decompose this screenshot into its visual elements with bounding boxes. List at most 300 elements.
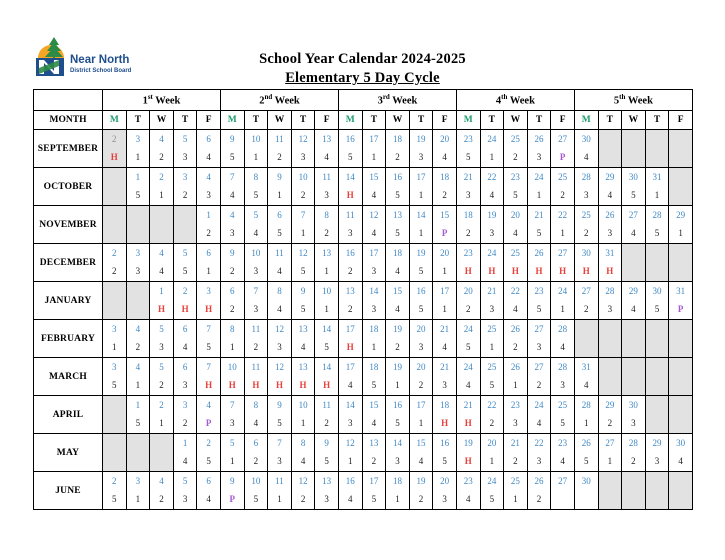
day-cell-may-6 xyxy=(244,434,268,472)
day-cell-january-30 xyxy=(645,282,669,320)
day-cycle: 1 xyxy=(489,342,495,352)
day-cycle: 1 xyxy=(489,152,495,162)
day-cell-september-20 xyxy=(433,130,457,168)
day-cycle: H xyxy=(346,342,354,352)
day-cell-june-3 xyxy=(126,472,150,510)
day-cell-june-12 xyxy=(291,472,315,510)
day-cell-february-18 xyxy=(362,320,386,358)
day-cell-may-15 xyxy=(409,434,433,472)
day-cell-october-28 xyxy=(574,168,598,206)
dow-header-5-1: M xyxy=(574,111,598,130)
dow-header-4-5: F xyxy=(551,111,575,130)
day-cycle: 2 xyxy=(418,380,424,390)
day-date: 11 xyxy=(251,362,261,372)
day-cycle: 2 xyxy=(182,418,188,428)
day-cycle: 1 xyxy=(395,494,400,504)
day-cycle: 3 xyxy=(536,342,542,352)
day-cell-march-13 xyxy=(291,358,315,396)
month-name-october: OCTOBER xyxy=(34,168,103,206)
day-cell-december-31 xyxy=(598,244,622,282)
day-date: 20 xyxy=(510,210,520,220)
table-row xyxy=(34,396,693,434)
month-name-may: MAY xyxy=(34,434,103,472)
day-date: 1 xyxy=(135,400,141,410)
day-cell-november-8 xyxy=(315,206,339,244)
day-cycle: 3 xyxy=(324,494,329,504)
day-cycle: 3 xyxy=(654,456,660,466)
day-cell-march-3 xyxy=(103,358,127,396)
day-cell-april-1 xyxy=(126,396,150,434)
day-cell-november-12 xyxy=(362,206,386,244)
day-cycle: H xyxy=(464,418,472,428)
day-date: 25 xyxy=(487,324,497,334)
day-cycle: P xyxy=(677,304,684,314)
day-cycle: 2 xyxy=(395,342,400,352)
day-date: 1 xyxy=(135,172,141,182)
day-cell-january-14 xyxy=(362,282,386,320)
day-date: 10 xyxy=(227,362,237,372)
day-cycle: 4 xyxy=(442,342,447,352)
day-cycle: 1 xyxy=(230,342,235,352)
day-cell-march-25 xyxy=(480,358,504,396)
day-cycle: 5 xyxy=(230,152,235,162)
day-cell-march-27 xyxy=(527,358,551,396)
day-date: 17 xyxy=(440,286,450,296)
day-cycle: 2 xyxy=(348,304,353,314)
day-date: 16 xyxy=(345,476,355,486)
day-cell-february-19 xyxy=(386,320,410,358)
day-cycle: 5 xyxy=(631,190,636,200)
empty-day-cell xyxy=(126,282,150,320)
day-date: 25 xyxy=(558,400,568,410)
day-cycle: 4 xyxy=(182,342,188,352)
day-cycle: 4 xyxy=(371,228,377,238)
day-cycle: 4 xyxy=(631,228,636,238)
day-cycle: 3 xyxy=(536,152,542,162)
day-cycle: 2 xyxy=(230,266,235,276)
day-cell-january-1 xyxy=(150,282,174,320)
day-cell-january-24 xyxy=(551,282,575,320)
day-cell-january-2 xyxy=(173,282,197,320)
day-date: 29 xyxy=(605,172,615,182)
day-cycle: P xyxy=(205,418,212,428)
day-cell-september-12 xyxy=(291,130,315,168)
day-cell-december-4 xyxy=(150,244,174,282)
day-date: 2 xyxy=(206,438,211,448)
day-cell-march-6 xyxy=(173,358,197,396)
day-date: 16 xyxy=(345,248,355,258)
empty-day-cell xyxy=(103,434,127,472)
day-cycle: 1 xyxy=(277,190,282,200)
day-date: 30 xyxy=(581,134,591,144)
day-cell-january-31 xyxy=(669,282,693,320)
day-cell-january-15 xyxy=(386,282,410,320)
day-date: 9 xyxy=(230,248,235,258)
day-cycle: 1 xyxy=(277,494,282,504)
day-date: 9 xyxy=(300,286,306,296)
day-cycle: 3 xyxy=(418,152,424,162)
day-date: 9 xyxy=(324,438,329,448)
day-date: 29 xyxy=(676,210,686,220)
day-cell-september-25 xyxy=(504,130,528,168)
day-cell-december-11 xyxy=(268,244,292,282)
day-cycle: 2 xyxy=(513,342,518,352)
day-date: 10 xyxy=(298,400,308,410)
day-cycle: 3 xyxy=(631,418,636,428)
day-date: 20 xyxy=(463,286,473,296)
day-cycle: 2 xyxy=(324,418,329,428)
day-date: 21 xyxy=(534,210,544,220)
day-cycle: 2 xyxy=(583,228,589,238)
day-date: 17 xyxy=(369,248,379,258)
dow-header-3-1: M xyxy=(338,111,362,130)
dow-header-4-1: M xyxy=(456,111,480,130)
day-date: 4 xyxy=(159,476,164,486)
day-date: 14 xyxy=(392,438,402,448)
day-cycle: 5 xyxy=(536,228,542,238)
day-date: 3 xyxy=(135,134,141,144)
day-cell-october-3 xyxy=(173,168,197,206)
day-cycle: 3 xyxy=(277,342,282,352)
day-cycle: 3 xyxy=(607,304,613,314)
day-cycle: 4 xyxy=(230,190,235,200)
day-cell-may-14 xyxy=(386,434,410,472)
day-date: 25 xyxy=(510,248,520,258)
day-cell-april-16 xyxy=(386,396,410,434)
day-cell-november-13 xyxy=(386,206,410,244)
day-cell-november-14 xyxy=(409,206,433,244)
day-date: 2 xyxy=(112,476,117,486)
day-cycle: 1 xyxy=(324,304,329,314)
day-date: 14 xyxy=(345,172,355,182)
day-cycle: H xyxy=(606,266,614,276)
day-cycle: 5 xyxy=(324,456,329,466)
day-cell-september-30 xyxy=(574,130,598,168)
day-date: 20 xyxy=(440,134,450,144)
day-date: 27 xyxy=(628,210,638,220)
day-cell-april-24 xyxy=(527,396,551,434)
day-cell-may-27 xyxy=(598,434,622,472)
dow-header-3-5: F xyxy=(433,111,457,130)
day-cycle: 2 xyxy=(513,152,518,162)
empty-day-cell xyxy=(669,396,693,434)
day-date: 12 xyxy=(274,362,284,372)
day-cell-december-9 xyxy=(220,244,244,282)
day-cycle: 4 xyxy=(489,190,495,200)
empty-day-cell xyxy=(645,130,669,168)
day-date: 27 xyxy=(558,248,568,258)
day-date: 11 xyxy=(251,324,261,334)
day-cycle: 3 xyxy=(230,228,235,238)
day-cycle: H xyxy=(252,380,260,390)
day-cycle: 4 xyxy=(300,456,306,466)
day-cell-october-14 xyxy=(338,168,362,206)
empty-day-cell xyxy=(669,168,693,206)
day-cycle: 2 xyxy=(583,304,589,314)
day-cycle: 1 xyxy=(324,266,329,276)
day-date: 26 xyxy=(605,210,615,220)
empty-day-cell xyxy=(126,434,150,472)
day-date: 23 xyxy=(510,400,520,410)
day-cycle: 3 xyxy=(371,304,377,314)
day-cell-june-20 xyxy=(433,472,457,510)
day-date: 19 xyxy=(463,438,473,448)
day-cell-november-20 xyxy=(504,206,528,244)
table-row xyxy=(34,434,693,472)
empty-day-cell xyxy=(126,206,150,244)
day-cycle: H xyxy=(488,266,496,276)
day-cell-november-25 xyxy=(574,206,598,244)
day-cell-february-14 xyxy=(315,320,339,358)
table-row xyxy=(34,282,693,320)
empty-day-cell xyxy=(598,472,622,510)
day-cell-april-30 xyxy=(622,396,646,434)
day-cell-september-13 xyxy=(315,130,339,168)
dow-header-3-3: W xyxy=(386,111,410,130)
day-cycle: 1 xyxy=(206,266,211,276)
day-date: 24 xyxy=(487,476,497,486)
day-cell-may-1 xyxy=(173,434,197,472)
day-cell-december-17 xyxy=(362,244,386,282)
day-cycle: 1 xyxy=(607,456,613,466)
day-cell-june-19 xyxy=(409,472,433,510)
day-cell-november-6 xyxy=(268,206,292,244)
day-date: 8 xyxy=(253,172,259,182)
day-cell-march-24 xyxy=(456,358,480,396)
day-date: 23 xyxy=(510,172,520,182)
day-cell-december-26 xyxy=(527,244,551,282)
day-cell-october-1 xyxy=(126,168,150,206)
day-date: 5 xyxy=(182,134,188,144)
day-cycle: 1 xyxy=(678,228,683,238)
day-cell-may-26 xyxy=(574,434,598,472)
day-cell-may-23 xyxy=(551,434,575,472)
day-cell-november-26 xyxy=(598,206,622,244)
day-date: 20 xyxy=(487,438,497,448)
day-cell-october-2 xyxy=(150,168,174,206)
logo-name-line2: District School Board xyxy=(70,68,132,74)
header-corner-cell xyxy=(34,90,103,111)
day-cycle: 3 xyxy=(442,380,447,390)
day-cell-march-11 xyxy=(244,358,268,396)
day-cycle: 5 xyxy=(300,266,306,276)
day-date: 30 xyxy=(652,286,662,296)
dow-header-2-5: F xyxy=(315,111,339,130)
day-date: 8 xyxy=(300,438,306,448)
day-cycle: 5 xyxy=(513,190,518,200)
day-cell-january-28 xyxy=(598,282,622,320)
day-cycle: 5 xyxy=(418,304,424,314)
empty-day-cell xyxy=(622,358,646,396)
day-cell-november-1 xyxy=(197,206,221,244)
day-date: 13 xyxy=(298,362,308,372)
day-cycle: 5 xyxy=(654,228,660,238)
day-cell-march-10 xyxy=(220,358,244,396)
day-date: 6 xyxy=(206,248,211,258)
day-cycle: 3 xyxy=(513,418,518,428)
day-cycle: 3 xyxy=(253,266,259,276)
day-date: 19 xyxy=(416,248,426,258)
day-cycle: 3 xyxy=(277,456,282,466)
day-cycle: 3 xyxy=(348,228,353,238)
day-date: 24 xyxy=(487,248,497,258)
day-date: 7 xyxy=(206,324,211,334)
day-cell-may-20 xyxy=(480,434,504,472)
day-date: 11 xyxy=(275,248,284,258)
day-cell-march-21 xyxy=(433,358,457,396)
day-cell-november-11 xyxy=(338,206,362,244)
day-cell-december-20 xyxy=(433,244,457,282)
empty-day-cell xyxy=(622,472,646,510)
day-cell-october-7 xyxy=(220,168,244,206)
day-cell-october-9 xyxy=(268,168,292,206)
day-cycle: 2 xyxy=(182,190,188,200)
day-cell-november-29 xyxy=(669,206,693,244)
day-cell-march-17 xyxy=(338,358,362,396)
day-cycle: 3 xyxy=(395,456,400,466)
day-cell-april-8 xyxy=(244,396,268,434)
day-cycle: 2 xyxy=(442,190,447,200)
empty-day-cell xyxy=(622,320,646,358)
day-cycle: 5 xyxy=(371,494,377,504)
month-name-april: APRIL xyxy=(34,396,103,434)
month-name-november: NOVEMBER xyxy=(34,206,103,244)
day-date: 13 xyxy=(298,324,308,334)
day-cycle: 2 xyxy=(230,304,235,314)
dow-header-2-4: T xyxy=(291,111,315,130)
day-cell-september-19 xyxy=(409,130,433,168)
day-cell-january-23 xyxy=(527,282,551,320)
day-cycle: 3 xyxy=(489,228,495,238)
day-cycle: 5 xyxy=(206,456,211,466)
table-row xyxy=(34,320,693,358)
day-date: 9 xyxy=(230,134,235,144)
dow-header-1-4: T xyxy=(173,111,197,130)
day-date: 30 xyxy=(581,248,591,258)
day-cell-april-25 xyxy=(551,396,575,434)
day-cell-december-19 xyxy=(409,244,433,282)
day-date: 7 xyxy=(230,400,235,410)
day-cell-march-26 xyxy=(504,358,528,396)
day-date: 31 xyxy=(605,248,615,258)
day-cell-december-30 xyxy=(574,244,598,282)
day-cell-september-27 xyxy=(551,130,575,168)
day-cycle: H xyxy=(535,266,543,276)
empty-day-cell xyxy=(645,396,669,434)
day-cell-december-6 xyxy=(197,244,221,282)
day-date: 29 xyxy=(628,286,638,296)
day-cell-june-17 xyxy=(362,472,386,510)
day-cell-december-16 xyxy=(338,244,362,282)
day-cell-november-19 xyxy=(480,206,504,244)
day-date: 13 xyxy=(345,286,355,296)
day-cell-september-2 xyxy=(103,130,127,168)
month-name-january: JANUARY xyxy=(34,282,103,320)
day-cycle: 2 xyxy=(112,266,117,276)
day-cycle: 4 xyxy=(395,304,400,314)
day-date: 5 xyxy=(182,476,188,486)
day-cell-february-17 xyxy=(338,320,362,358)
day-date: 28 xyxy=(558,362,568,372)
day-date: 16 xyxy=(392,400,402,410)
day-cell-april-10 xyxy=(291,396,315,434)
day-date: 4 xyxy=(230,210,235,220)
day-date: 13 xyxy=(392,210,402,220)
day-cell-september-24 xyxy=(480,130,504,168)
day-cell-january-17 xyxy=(433,282,457,320)
dow-header-5-2: T xyxy=(598,111,622,130)
day-date: 22 xyxy=(534,438,544,448)
day-date: 5 xyxy=(230,438,235,448)
day-date: 13 xyxy=(322,248,332,258)
day-date: 13 xyxy=(322,476,332,486)
day-date: 1 xyxy=(206,210,211,220)
day-cycle: 1 xyxy=(513,380,518,390)
day-date: 29 xyxy=(652,438,662,448)
logo-name-line1: Near North xyxy=(70,54,130,66)
day-date: 10 xyxy=(322,286,332,296)
day-cell-april-3 xyxy=(173,396,197,434)
empty-day-cell xyxy=(669,130,693,168)
day-cycle xyxy=(551,490,574,508)
day-cell-june-30 xyxy=(574,472,598,510)
day-cycle: 4 xyxy=(465,494,471,504)
day-date: 9 xyxy=(230,476,235,486)
day-date: 18 xyxy=(440,172,450,182)
day-date: 7 xyxy=(206,362,211,372)
day-date: 6 xyxy=(230,286,235,296)
day-date: 15 xyxy=(369,172,379,182)
day-cell-june-13 xyxy=(315,472,339,510)
day-cell-december-24 xyxy=(480,244,504,282)
table-row xyxy=(34,472,693,510)
table-row xyxy=(34,244,693,282)
day-date: 16 xyxy=(440,438,450,448)
day-date: 21 xyxy=(440,324,450,334)
day-cell-april-28 xyxy=(574,396,598,434)
day-date: 24 xyxy=(558,286,568,296)
day-date: 3 xyxy=(182,400,188,410)
calendar-body xyxy=(34,130,693,510)
day-cycle: 3 xyxy=(489,304,495,314)
day-date: 11 xyxy=(275,476,284,486)
week-header-1: 1st Week xyxy=(103,90,221,111)
day-cycle: 5 xyxy=(418,266,424,276)
day-cycle: 5 xyxy=(489,380,495,390)
day-date: 3 xyxy=(112,362,117,372)
day-cell-september-9 xyxy=(220,130,244,168)
day-date: 14 xyxy=(416,210,426,220)
day-date: 2 xyxy=(112,248,117,258)
day-cell-april-9 xyxy=(268,396,292,434)
day-date: 12 xyxy=(298,134,308,144)
empty-day-cell xyxy=(598,320,622,358)
day-date: 18 xyxy=(369,324,379,334)
day-cycle: 1 xyxy=(442,266,447,276)
day-cell-september-3 xyxy=(126,130,150,168)
day-cycle: H xyxy=(157,304,165,314)
day-date: 30 xyxy=(628,400,638,410)
day-cycle: 2 xyxy=(418,494,424,504)
empty-day-cell xyxy=(103,282,127,320)
day-cell-may-2 xyxy=(197,434,221,472)
day-cycle: 4 xyxy=(159,266,164,276)
day-cycle: 4 xyxy=(206,152,211,162)
day-cycle: 1 xyxy=(560,228,565,238)
day-cell-may-16 xyxy=(433,434,457,472)
day-cycle: 4 xyxy=(560,342,565,352)
calendar-table-wrapper xyxy=(33,89,692,510)
